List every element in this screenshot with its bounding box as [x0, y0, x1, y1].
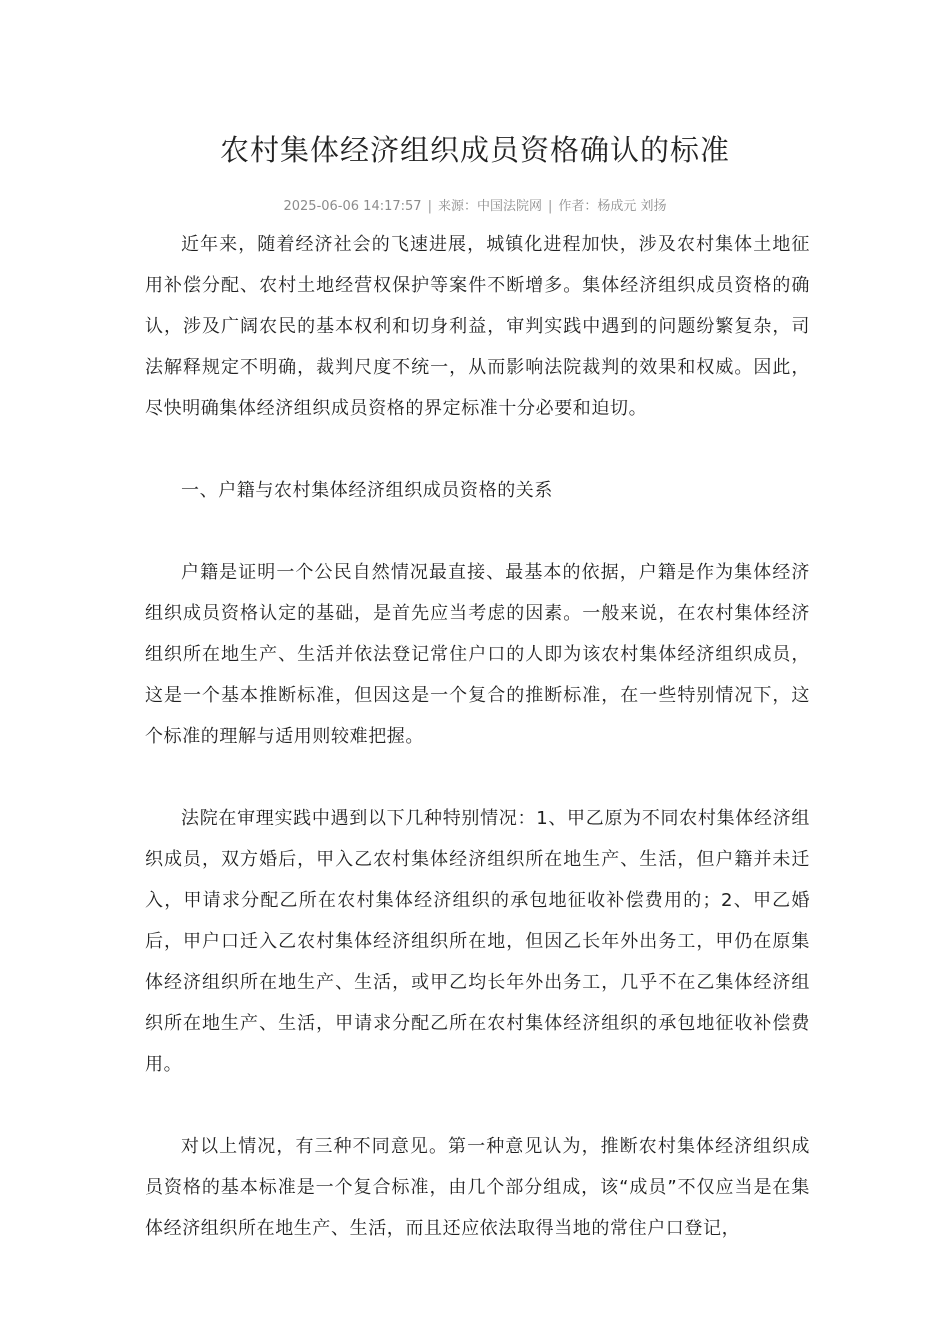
article-meta: [0, 197, 950, 217]
paragraph: 法院在审理实践中遇到以下几种特别情况：1、甲乙原为不同农村集体经济组织成员，双方婚后，甲入乙农村集体经济组织所在地生产、生活，但户籍并未迁入，甲请求分配乙所在农村集体经济组织的承包地征收补偿费用的；2、甲乙婚后，甲户口迁入乙农村集体经济组织所在地，但因乙长年外出务工，甲仍在原集体经济组织所在地生产、生活，或甲乙均长年外出务工，几乎不在乙集体经济组织所在地生产、生活，甲请求分配乙所在农村集体经济组织的承包地征收补偿费用。: [145, 808, 810, 1075]
section-heading: 一、户籍与农村集体经济组织成员资格的关系: [181, 480, 553, 501]
meta-separator: |: [427, 199, 432, 214]
publish-datetime: 2025-06-06 14:17:57: [283, 199, 422, 214]
article-body: [145, 224, 810, 1290]
article-author: 作者：杨成元 刘扬: [558, 199, 667, 214]
article-source: 来源：中国法院网: [437, 199, 542, 214]
meta-separator: |: [547, 199, 553, 214]
paragraph: 对以上情况，有三种不同意见。第一种意见认为，推断农村集体经济组织成员资格的基本标准是一个复合标准，由几个部分组成，该“成员”不仅应当是在集体经济组织所在地生产、生活，而且还应依法取得当地的常住户口登记，: [145, 1136, 810, 1239]
paragraph: 户籍是证明一个公民自然情况最直接、最基本的依据，户籍是作为集体经济组织成员资格认定的基础，是首先应当考虑的因素。一般来说，在农村集体经济组织所在地生产、生活并依法登记常住户口的人即为该农村集体经济组织成员，这是一个基本推断标准，但因这是一个复合的推断标准，在一些特别情况下，这个标准的理解与适用则较难把握。: [145, 562, 810, 747]
article-title: 农村集体经济组织成员资格确认的标准: [219, 133, 730, 167]
paragraph-intro: 近年来，随着经济社会的飞速进展，城镇化进程加快，涉及农村集体土地征用补偿分配、农村土地经营权保护等案件不断增多。集体经济组织成员资格的确认，涉及广阔农民的基本权利和切身利益，审判实践中遇到的问题纷繁复杂，司法解释规定不明确，裁判尺度不统一，从而影响法院裁判的效果和权威。因此，尽快明确集体经济组织成员资格的界定标准十分必要和迫切。: [145, 234, 810, 419]
